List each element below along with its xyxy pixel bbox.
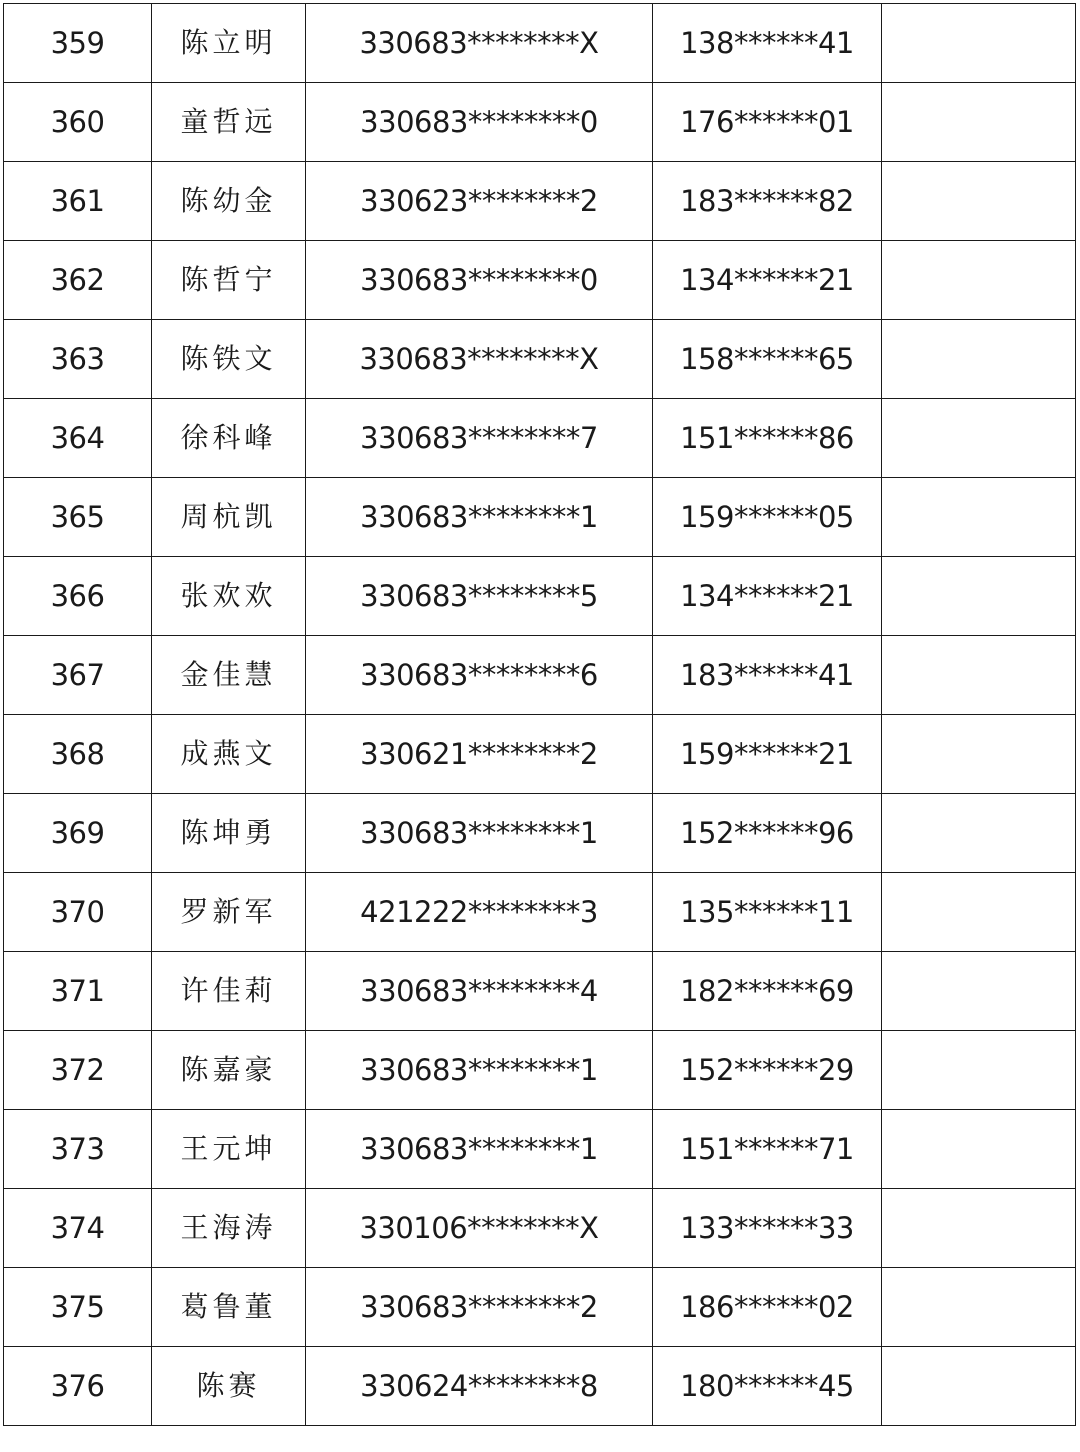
table-row (4, 557, 1076, 636)
note-cell (882, 715, 1076, 794)
name-cell: 陈嘉豪 (152, 1031, 306, 1110)
id-number-cell: 330683********6 (306, 636, 653, 715)
name-cell: 陈铁文 (152, 320, 306, 399)
note-cell (882, 636, 1076, 715)
name-cell: 陈哲宁 (152, 241, 306, 320)
note-cell (882, 1110, 1076, 1189)
name-cell: 张欢欢 (152, 557, 306, 636)
phone-number-cell: 152******96 (653, 794, 882, 873)
table-row (4, 1347, 1076, 1426)
name-cell: 周杭凯 (152, 478, 306, 557)
page-top-edge (0, 0, 1080, 3)
note-cell (882, 794, 1076, 873)
phone-number-cell: 152******29 (653, 1031, 882, 1110)
row-number-cell: 360 (4, 83, 152, 162)
note-cell (882, 557, 1076, 636)
phone-number-cell: 151******71 (653, 1110, 882, 1189)
row-number-cell: 366 (4, 557, 152, 636)
name-cell: 陈幼金 (152, 162, 306, 241)
table-row (4, 1031, 1076, 1110)
phone-number-cell: 183******41 (653, 636, 882, 715)
row-number-cell: 365 (4, 478, 152, 557)
id-number-cell: 421222********3 (306, 873, 653, 952)
name-cell: 金佳慧 (152, 636, 306, 715)
row-number-cell: 370 (4, 873, 152, 952)
id-number-cell: 330683********1 (306, 1110, 653, 1189)
phone-number-cell: 138******41 (653, 4, 882, 83)
phone-number-cell: 176******01 (653, 83, 882, 162)
phone-number-cell: 159******21 (653, 715, 882, 794)
phone-number-cell: 159******05 (653, 478, 882, 557)
phone-number-cell: 133******33 (653, 1189, 882, 1268)
phone-number-cell: 135******11 (653, 873, 882, 952)
row-number-cell: 372 (4, 1031, 152, 1110)
roster-table-body (4, 4, 1076, 1426)
row-number-cell: 367 (4, 636, 152, 715)
name-cell: 许佳莉 (152, 952, 306, 1031)
phone-number-cell: 134******21 (653, 557, 882, 636)
row-number-cell: 361 (4, 162, 152, 241)
row-number-cell: 376 (4, 1347, 152, 1426)
id-number-cell: 330623********2 (306, 162, 653, 241)
phone-number-cell: 158******65 (653, 320, 882, 399)
id-number-cell: 330683********1 (306, 794, 653, 873)
table-row (4, 794, 1076, 873)
table-row (4, 715, 1076, 794)
row-number-cell: 371 (4, 952, 152, 1031)
id-number-cell: 330683********1 (306, 478, 653, 557)
table-row (4, 399, 1076, 478)
row-number-cell: 373 (4, 1110, 152, 1189)
id-number-cell: 330683********4 (306, 952, 653, 1031)
table-row (4, 4, 1076, 83)
table-row (4, 1268, 1076, 1347)
id-number-cell: 330683********X (306, 4, 653, 83)
phone-number-cell: 186******02 (653, 1268, 882, 1347)
name-cell: 陈坤勇 (152, 794, 306, 873)
note-cell (882, 1189, 1076, 1268)
note-cell (882, 83, 1076, 162)
id-number-cell: 330621********2 (306, 715, 653, 794)
row-number-cell: 359 (4, 4, 152, 83)
note-cell (882, 4, 1076, 83)
id-number-cell: 330683********1 (306, 1031, 653, 1110)
table-row (4, 1189, 1076, 1268)
note-cell (882, 320, 1076, 399)
name-cell: 王元坤 (152, 1110, 306, 1189)
phone-number-cell: 182******69 (653, 952, 882, 1031)
id-number-cell: 330683********2 (306, 1268, 653, 1347)
row-number-cell: 362 (4, 241, 152, 320)
id-number-cell: 330106********X (306, 1189, 653, 1268)
table-row (4, 873, 1076, 952)
id-number-cell: 330683********5 (306, 557, 653, 636)
id-number-cell: 330683********X (306, 320, 653, 399)
phone-number-cell: 180******45 (653, 1347, 882, 1426)
table-row (4, 320, 1076, 399)
id-number-cell: 330683********0 (306, 241, 653, 320)
id-number-cell: 330683********0 (306, 83, 653, 162)
note-cell (882, 241, 1076, 320)
name-cell: 成燕文 (152, 715, 306, 794)
row-number-cell: 369 (4, 794, 152, 873)
row-number-cell: 363 (4, 320, 152, 399)
id-number-cell: 330683********7 (306, 399, 653, 478)
note-cell (882, 952, 1076, 1031)
table-row (4, 478, 1076, 557)
note-cell (882, 162, 1076, 241)
row-number-cell: 368 (4, 715, 152, 794)
table-row (4, 952, 1076, 1031)
table-row (4, 1110, 1076, 1189)
name-cell: 王海涛 (152, 1189, 306, 1268)
note-cell (882, 1031, 1076, 1110)
name-cell: 葛鲁董 (152, 1268, 306, 1347)
name-cell: 罗新军 (152, 873, 306, 952)
row-number-cell: 375 (4, 1268, 152, 1347)
table-row (4, 636, 1076, 715)
phone-number-cell: 183******82 (653, 162, 882, 241)
roster-table (3, 3, 1076, 1426)
id-number-cell: 330624********8 (306, 1347, 653, 1426)
table-row (4, 83, 1076, 162)
note-cell (882, 1268, 1076, 1347)
phone-number-cell: 151******86 (653, 399, 882, 478)
name-cell: 童哲远 (152, 83, 306, 162)
name-cell: 徐科峰 (152, 399, 306, 478)
note-cell (882, 1347, 1076, 1426)
note-cell (882, 873, 1076, 952)
note-cell (882, 399, 1076, 478)
name-cell: 陈赛 (152, 1347, 306, 1426)
name-cell: 陈立明 (152, 4, 306, 83)
note-cell (882, 478, 1076, 557)
phone-number-cell: 134******21 (653, 241, 882, 320)
row-number-cell: 374 (4, 1189, 152, 1268)
table-row (4, 241, 1076, 320)
row-number-cell: 364 (4, 399, 152, 478)
table-row (4, 162, 1076, 241)
